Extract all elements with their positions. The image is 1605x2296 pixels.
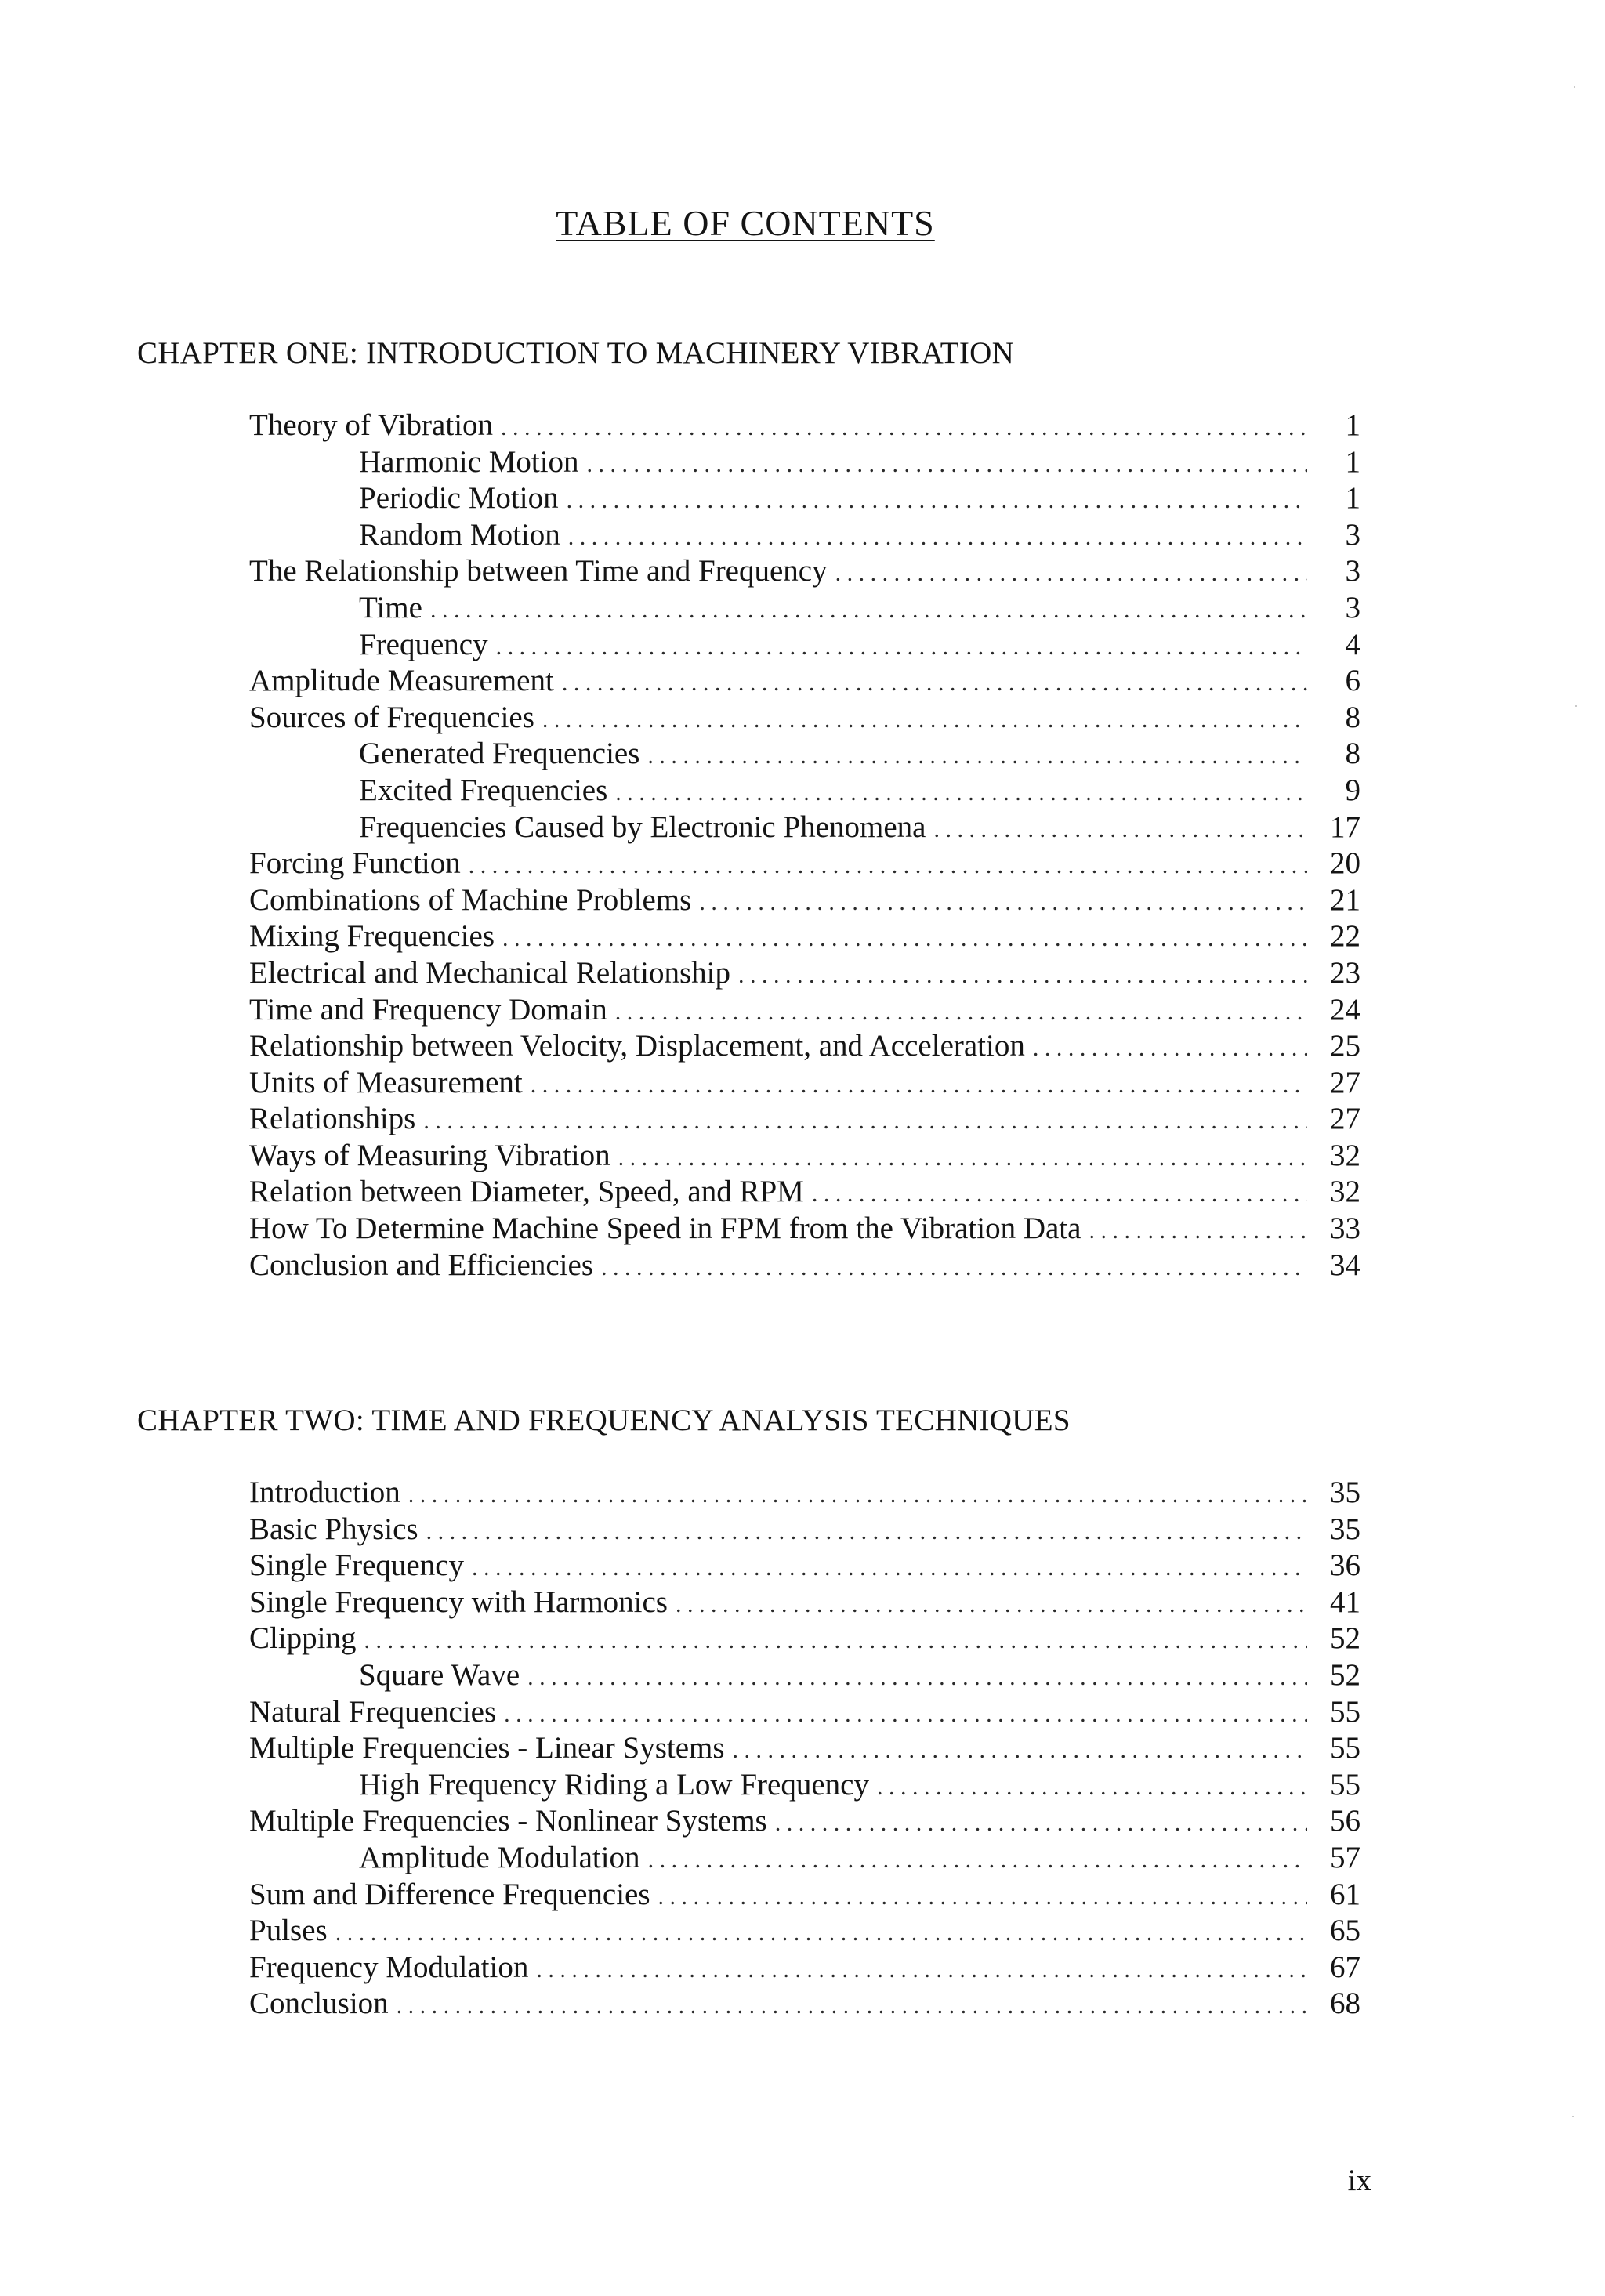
toc-entry	[249, 444, 1360, 481]
toc-entry-title: Frequency Modulation	[249, 1950, 529, 1984]
toc-entry	[249, 1028, 1360, 1065]
toc-entry-page-number: 4	[1345, 627, 1360, 661]
dot-leader	[501, 410, 1307, 444]
toc-entry-page-number: 20	[1330, 846, 1360, 881]
toc-entry-title: Square Wave	[359, 1657, 520, 1692]
chapter-two-heading: CHAPTER TWO: TIME AND FREQUENCY ANALYSIS TECHNIQUES	[137, 1403, 1071, 1437]
toc-entry	[249, 1694, 1360, 1731]
dot-leader	[496, 629, 1307, 664]
toc-entry	[249, 882, 1360, 919]
dot-leader	[469, 848, 1307, 882]
toc-entry	[249, 1877, 1360, 1914]
toc-entry-title: Relationships	[249, 1102, 416, 1136]
toc-entry-title: How To Determine Machine Speed in FPM from the Vibration Data	[249, 1211, 1081, 1246]
dot-leader	[812, 1176, 1307, 1211]
toc-entry-page-number: 35	[1330, 1476, 1360, 1509]
toc-entry-title: Combinations of Machine Problems	[249, 882, 692, 917]
dot-leader	[430, 592, 1307, 627]
scan-edge-mark	[1575, 705, 1577, 707]
toc-entry	[249, 1584, 1360, 1621]
toc-entry-page-number: 17	[1330, 809, 1360, 844]
dot-leader	[562, 665, 1307, 700]
toc-entry	[249, 663, 1360, 700]
toc-entry	[249, 1512, 1360, 1548]
scan-edge-mark	[1574, 86, 1575, 88]
toc-entry-title: Pulses	[249, 1914, 328, 1948]
toc-entry	[249, 1840, 1360, 1877]
toc-entry-page-number: 3	[1345, 590, 1360, 625]
toc-entry	[249, 992, 1360, 1029]
toc-entry	[249, 1248, 1360, 1284]
toc-entry-page-number: 56	[1330, 1804, 1360, 1838]
toc-entry-page-number: 27	[1330, 1065, 1360, 1099]
toc-entry-page-number: 55	[1330, 1694, 1360, 1729]
dot-leader	[676, 1587, 1307, 1621]
toc-entry-page-number: 27	[1330, 1102, 1360, 1136]
toc-entry	[249, 918, 1360, 955]
dot-leader	[542, 702, 1307, 737]
toc-entry-page-number: 1	[1345, 408, 1360, 442]
dot-leader	[615, 994, 1307, 1029]
toc-entry	[249, 736, 1360, 773]
toc-entry	[249, 1730, 1360, 1767]
toc-entry-title: The Relationship between Time and Frequency	[249, 554, 828, 588]
toc-entry-page-number: 68	[1330, 1986, 1360, 2021]
toc-entry-page-number: 41	[1330, 1584, 1360, 1619]
dot-leader	[536, 1952, 1307, 1986]
toc-entry	[249, 773, 1360, 809]
toc-entry-title: Basic Physics	[249, 1512, 418, 1546]
toc-entry	[249, 1767, 1360, 1804]
toc-entry-page-number: 25	[1330, 1029, 1360, 1063]
toc-entry-page-number: 57	[1330, 1840, 1360, 1874]
dot-leader	[615, 775, 1307, 809]
toc-entry-title: Theory of Vibration	[249, 408, 494, 442]
dot-leader	[426, 1514, 1307, 1548]
toc-entry-page-number: 65	[1330, 1914, 1360, 1948]
dot-leader	[504, 1697, 1307, 1731]
toc-entry-page-number: 55	[1330, 1767, 1360, 1802]
dot-leader	[531, 1067, 1307, 1102]
scan-edge-mark	[1572, 2116, 1574, 2117]
dot-leader	[397, 1988, 1307, 2023]
toc-entry-page-number: 35	[1330, 1512, 1360, 1546]
toc-entry-title: Ways of Measuring Vibration	[249, 1138, 610, 1172]
toc-entry-page-number: 67	[1330, 1950, 1360, 1984]
toc-entry	[249, 1174, 1360, 1211]
dot-leader	[601, 1250, 1307, 1284]
toc-entry-title: Multiple Frequencies - Nonlinear Systems	[249, 1804, 767, 1838]
toc-entry	[249, 553, 1360, 590]
dot-leader	[835, 556, 1307, 590]
toc-entry-page-number: 22	[1330, 919, 1360, 954]
dot-leader	[1033, 1030, 1307, 1065]
toc-entry	[249, 1211, 1360, 1248]
dot-leader	[658, 1879, 1307, 1914]
toc-entry-page-number: 52	[1330, 1657, 1360, 1692]
toc-entry-title: Sources of Frequencies	[249, 700, 534, 734]
toc-entry-title: Amplitude Measurement	[249, 664, 554, 698]
chapter-two-toc-list	[249, 1475, 1360, 2023]
toc-entry-page-number: 33	[1330, 1211, 1360, 1246]
toc-entry-title: Relation between Diameter, Speed, and RPM	[249, 1175, 804, 1209]
toc-entry	[249, 1101, 1360, 1138]
dot-leader	[567, 483, 1307, 517]
dot-leader	[527, 1660, 1307, 1694]
toc-entry-title: Single Frequency with Harmonics	[249, 1584, 668, 1619]
toc-entry-title: Mixing Frequencies	[249, 919, 495, 954]
dot-leader	[933, 812, 1307, 846]
toc-entry-page-number: 52	[1330, 1621, 1360, 1656]
toc-entry-page-number: 34	[1330, 1248, 1360, 1282]
toc-entry-page-number: 61	[1330, 1877, 1360, 1911]
toc-entry-title: Time and Frequency Domain	[249, 992, 607, 1027]
dot-leader	[335, 1915, 1307, 1950]
toc-entry	[249, 809, 1360, 846]
page-number: ix	[1347, 2164, 1371, 2197]
toc-entry	[249, 1475, 1360, 1512]
toc-entry-title: Periodic Motion	[359, 481, 559, 516]
toc-entry	[249, 1657, 1360, 1694]
toc-entry-title: Multiple Frequencies - Linear Systems	[249, 1731, 725, 1765]
toc-entry-title: Frequency	[359, 627, 488, 661]
toc-entry-page-number: 9	[1345, 773, 1360, 807]
dot-leader	[648, 1842, 1307, 1877]
dot-leader	[364, 1623, 1307, 1657]
toc-entry-title: Frequencies Caused by Electronic Phenomena	[359, 809, 926, 844]
toc-entry-title: Clipping	[249, 1621, 357, 1656]
toc-entry	[249, 1913, 1360, 1950]
toc-entry	[249, 480, 1360, 517]
toc-entry	[249, 1950, 1360, 1986]
toc-entry-title: Sum and Difference Frequencies	[249, 1877, 650, 1911]
toc-entry-page-number: 3	[1345, 517, 1360, 552]
toc-entry	[249, 700, 1360, 737]
toc-entry	[249, 590, 1360, 627]
toc-entry-title: Forcing Function	[249, 846, 461, 881]
dot-leader	[733, 1733, 1307, 1767]
toc-entry-title: Introduction	[249, 1476, 400, 1509]
dot-leader	[408, 1477, 1307, 1512]
toc-title: TABLE OF CONTENTS	[556, 203, 935, 243]
toc-entry-title: Generated Frequencies	[359, 737, 640, 771]
toc-entry-page-number: 32	[1330, 1138, 1360, 1172]
toc-entry-title: Amplitude Modulation	[359, 1840, 640, 1874]
dot-leader	[618, 1140, 1307, 1175]
toc-entry-title: Harmonic Motion	[359, 444, 579, 479]
toc-entry-page-number: 21	[1330, 882, 1360, 917]
dot-leader	[699, 885, 1307, 919]
dot-leader	[775, 1805, 1307, 1840]
toc-entry	[249, 955, 1360, 992]
toc-entry-page-number: 36	[1330, 1548, 1360, 1583]
toc-entry	[249, 1621, 1360, 1657]
toc-entry-title: Electrical and Mechanical Relationship	[249, 955, 731, 990]
dot-leader	[1089, 1213, 1307, 1248]
toc-entry-title: Conclusion	[249, 1986, 389, 2021]
toc-entry-title: High Frequency Riding a Low Frequency	[359, 1767, 869, 1802]
toc-entry-page-number: 6	[1345, 664, 1360, 698]
toc-entry-page-number: 32	[1330, 1175, 1360, 1209]
dot-leader	[568, 520, 1307, 554]
toc-entry-page-number: 1	[1345, 481, 1360, 516]
dot-leader	[738, 958, 1307, 992]
toc-entry-title: Relationship between Velocity, Displacement, and Acceleration	[249, 1029, 1025, 1063]
toc-entry	[249, 846, 1360, 882]
toc-entry	[249, 627, 1360, 664]
dot-leader	[423, 1103, 1307, 1138]
dot-leader	[502, 921, 1307, 955]
dot-leader	[472, 1550, 1307, 1584]
toc-entry-page-number: 3	[1345, 554, 1360, 588]
toc-entry-page-number: 23	[1330, 955, 1360, 990]
toc-entry-title: Natural Frequencies	[249, 1694, 497, 1729]
toc-entry-title: Single Frequency	[249, 1548, 465, 1583]
toc-entry-page-number: 1	[1345, 444, 1360, 479]
dot-leader	[877, 1769, 1307, 1804]
chapter-one-heading: CHAPTER ONE: INTRODUCTION TO MACHINERY VIBRATION	[137, 336, 1015, 370]
toc-entry	[249, 1138, 1360, 1175]
toc-entry-title: Time	[359, 590, 422, 625]
toc-entry-page-number: 24	[1330, 992, 1360, 1027]
dot-leader	[647, 738, 1307, 773]
toc-entry-title: Conclusion and Efficiencies	[249, 1248, 593, 1282]
toc-entry-title: Random Motion	[359, 517, 560, 552]
chapter-one-toc-list	[249, 407, 1360, 1284]
toc-entry-page-number: 55	[1330, 1731, 1360, 1765]
toc-entry	[249, 407, 1360, 444]
toc-entry	[249, 517, 1360, 554]
toc-entry	[249, 1065, 1360, 1102]
toc-entry-page-number: 8	[1345, 700, 1360, 734]
toc-entry-title: Excited Frequencies	[359, 773, 608, 807]
toc-entry	[249, 1986, 1360, 2023]
toc-entry	[249, 1548, 1360, 1584]
dot-leader	[587, 447, 1307, 481]
toc-entry	[249, 1803, 1360, 1840]
toc-entry-page-number: 8	[1345, 737, 1360, 771]
toc-entry-title: Units of Measurement	[249, 1065, 523, 1099]
